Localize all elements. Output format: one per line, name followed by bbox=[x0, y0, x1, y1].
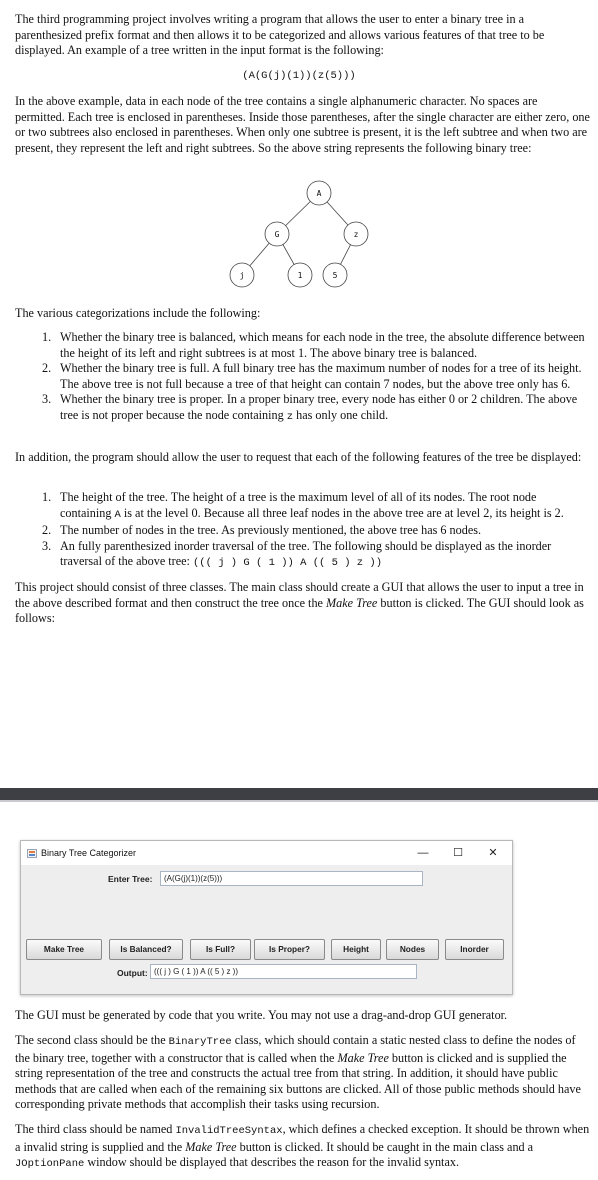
node-z-label: z bbox=[353, 230, 359, 239]
categorization-item: 3. Whether the binary tree is proper. In a proper binary tree, every node has either 0 or 2 children. The above tree is not proper because the node containing z has only one child. bbox=[42, 392, 578, 423]
categorization-item: 2. Whether the binary tree is full. A full binary tree has the maximum number of nodes for a tree of its height. The above tree is not full because a tree of that height can contain 7 nodes, but the above tree only has 6. bbox=[42, 361, 582, 391]
java-app-icon bbox=[27, 849, 37, 858]
exception-class-paragraph: The third class should be named InvalidTreeSyntax, which defines a checked exception. It should be thrown when a invalid string is supplied and the Make Tree button is clicked. It should be caught in the main class and a JOptionPane window should be displayed that describes the reason for the invalid syntax. bbox=[15, 1122, 590, 1171]
categorization-item: 1. Whether the binary tree is balanced, which means for each node in the tree, the absolute difference between the height of its left and right subtrees is at most 1. The above binary tree is balanced. bbox=[42, 330, 585, 360]
separator-bar bbox=[0, 788, 598, 800]
binarytree-class-paragraph: The second class should be the BinaryTree class, which should contain a static nested class to define the nodes of the binary tree, together with a constructor that is called when the Make Tree button is clicked and is supplied the string representation of the tree and constructs the actual tree from that string. In addition, it should have public methods that are called when each of the remaining six buttons are clicked. All of those public methods should have corresponding private methods that accomplish their tasks using recursion. bbox=[15, 1033, 581, 1112]
output-field[interactable]: ((( j ) G ( 1 )) A (( 5 ) z )) bbox=[150, 964, 417, 979]
intro-paragraph: The third programming project involves writing a program that allows the user to enter a binary tree in a parenthesized prefix format and then allows it to be categorized and allows various features of that tree to be displayed. An example of a tree written in the input format is the following: bbox=[15, 12, 545, 58]
node-1-label: 1 bbox=[297, 271, 303, 280]
node-G-label: G bbox=[274, 230, 280, 239]
format-paragraph: In the above example, data in each node of the tree contains a single alphanumeric character. No spaces are permitted. Each tree is enclosed in parentheses. Inside those parentheses, after the single character are either zero, one or two subtrees also enclosed in parentheses. When only one subtree is present, it is the left subtree and when two are present, they represent the left and right subtrees. So the above string represents the following binary tree: bbox=[15, 94, 590, 155]
height-button[interactable]: Height bbox=[331, 939, 381, 960]
window-title: Binary Tree Categorizer bbox=[41, 848, 137, 858]
output-label: Output: bbox=[117, 968, 148, 978]
example-input-code: (A(G(j)(1))(z(5))) bbox=[242, 70, 356, 82]
categorizations-list bbox=[15, 330, 590, 426]
is-proper-button[interactable]: Is Proper? bbox=[254, 939, 325, 960]
node-5-label: 5 bbox=[332, 271, 338, 280]
features-heading: In addition, the program should allow the user to request that each of the following features of the tree be displayed: bbox=[15, 450, 582, 464]
window-content bbox=[24, 865, 509, 990]
inorder-button[interactable]: Inorder bbox=[445, 939, 504, 960]
separator-bar-shadow bbox=[0, 800, 598, 802]
enter-tree-label: Enter Tree: bbox=[108, 874, 153, 884]
close-icon[interactable]: ✕ bbox=[488, 847, 498, 859]
categorizations-heading: The various categorizations include the following: bbox=[15, 306, 261, 320]
is-full-button[interactable]: Is Full? bbox=[190, 939, 251, 960]
features-list bbox=[15, 490, 590, 572]
maximize-icon[interactable]: ☐ bbox=[453, 847, 463, 859]
feature-item: 1. The height of the tree. The height of a tree is the maximum level of all of its nodes. The root node containing A is at the level 0. Because all three leaf nodes in the above tree are at level 2, its height is 2. bbox=[42, 490, 564, 521]
gui-requirement-paragraph: The GUI must be generated by code that you write. You may not use a drag-and-drop GUI generator. bbox=[15, 1008, 508, 1022]
feature-item: 2. The number of nodes in the tree. As previously mentioned, the above tree has 6 nodes. bbox=[42, 523, 482, 538]
node-A-label: A bbox=[316, 189, 322, 198]
classes-paragraph: This project should consist of three classes. The main class should create a GUI that allows the user to input a tree in the above described format and then construct the tree once the Make Tree button is clicked. The GUI should look as follows: bbox=[15, 580, 584, 626]
nodes-button[interactable]: Nodes bbox=[386, 939, 439, 960]
is-balanced-button[interactable]: Is Balanced? bbox=[109, 939, 183, 960]
enter-tree-input[interactable]: (A(G(j)(1))(z(5))) bbox=[160, 871, 423, 886]
node-j-label: j bbox=[239, 271, 245, 280]
feature-item: 3. An fully parenthesized inorder traversal of the tree. The following should be displayed as the inorder traversal of the above tree: ((( j ) G ( 1 )) A (( 5 ) z )) bbox=[42, 538, 552, 570]
gui-window bbox=[20, 840, 513, 995]
window-titlebar bbox=[21, 841, 512, 865]
minimize-icon[interactable]: — bbox=[417, 847, 429, 859]
binary-tree-diagram bbox=[0, 178, 598, 290]
make-tree-button[interactable]: Make Tree bbox=[26, 939, 102, 960]
